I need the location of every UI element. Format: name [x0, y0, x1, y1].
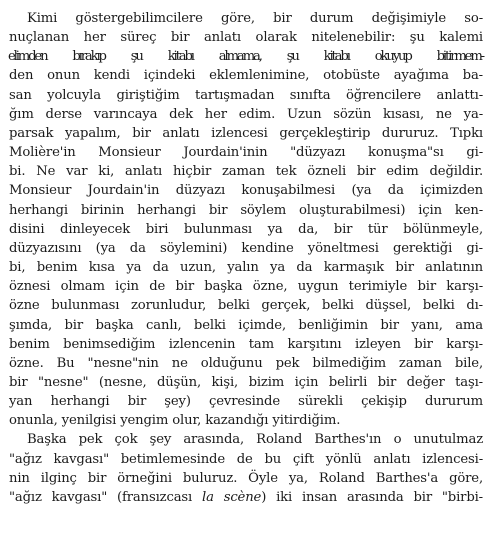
- paragraph-1: [9, 9, 483, 430]
- text-line: "ağız kavgası" (fransızcası la scène) iki insan arasında bir "birbi-: [9, 489, 483, 505]
- text-line: yan herhangi bir şey) çevresinde sürekli çekişip dururum: [9, 394, 483, 410]
- text-line: öznesi olmam için de bir başka özne, uygun terimiyle bir karşı-: [9, 279, 483, 295]
- text-line: nuçlanan her süreç bir anlatı olarak nitelenebilir: şu kalemi: [9, 30, 483, 46]
- text-line: bi. Ne var ki, anlatı hiçbir zaman tek özneli bir edim değildir.: [9, 164, 483, 180]
- text-line: san yolcuyla giriştiğim tartışmadan sınıfta öğrencilere anlattı-: [9, 87, 483, 103]
- text-line: Kimi göstergebilimcilere göre, bir durum değişimiyle so-: [27, 11, 483, 26]
- text-line: Monsieur Jourdain'in düzyazı konuşabilmesi (ya da içimizden: [9, 183, 483, 199]
- text-line: Molière'in Monsieur Jourdain'inin "düzyazı konuşma"sı gi-: [9, 145, 483, 161]
- book-page: [9, 9, 483, 507]
- text-line: ğım derse varıncaya dek her edim. Uzun sözün kısası, ne ya-: [9, 106, 483, 122]
- text-line: den onun kendi içindeki eklemlenimine, otobüste ayağıma ba-: [9, 68, 483, 84]
- text-line: "ağız kavgası" betimlemesinde de bu çift yönlü anlatı izlencesi-: [9, 451, 483, 467]
- text-line: onunla, yenilgisi yengim olur, kazandığı yitirdiğim.: [9, 413, 341, 429]
- text-line: şımda, bir başka canlı, belki içimde, benliğimin bir yanı, ama: [9, 317, 483, 333]
- text-line: benim benimsediğim izlencenin tam karşıtını izleyen bir karşı-: [9, 336, 483, 352]
- text-line: bi, benim kısa ya da uzun, yalın ya da karmaşık bir anlatının: [9, 260, 483, 276]
- text-line: herhangi birinin herhangi bir söylem oluşturabilmesi) için ken-: [9, 202, 483, 218]
- text-line: nin ilginç bir örneğini buluruz. Öyle ya, Roland Barthes'a göre,: [9, 470, 483, 486]
- text-line: özne. Bu "nesne"nin ne olduğunu pek bilmediğim zaman bile,: [9, 355, 483, 371]
- text-line: elimden bırakıp şu kitabı almama, şu kitabı okuyup bitirmem-: [8, 49, 483, 65]
- text-line: parsak yapalım, bir anlatı izlencesi gerçekleştirip dururuz. Tıpkı: [9, 125, 483, 141]
- text-line: Başka pek çok şey arasında, Roland Barthes'ın o unutulmaz: [27, 432, 483, 448]
- paragraph-2: [9, 430, 483, 507]
- text-line: özne bulunması zorunludur, belki gerçek, belki düşsel, belki dı-: [9, 298, 483, 314]
- text-line: bir "nesne" (nesne, düşün, kişi, bizim için belirli bir değer taşı-: [9, 374, 483, 390]
- text-line: düzyazısını (ya da söylemini) kendine yöneltmesi gerektiği gi-: [9, 240, 483, 256]
- foreign-term: la scène: [202, 489, 262, 505]
- text-line: disini dinleyecek biri bulunması ya da, bir tür bölünmeyle,: [9, 221, 483, 237]
